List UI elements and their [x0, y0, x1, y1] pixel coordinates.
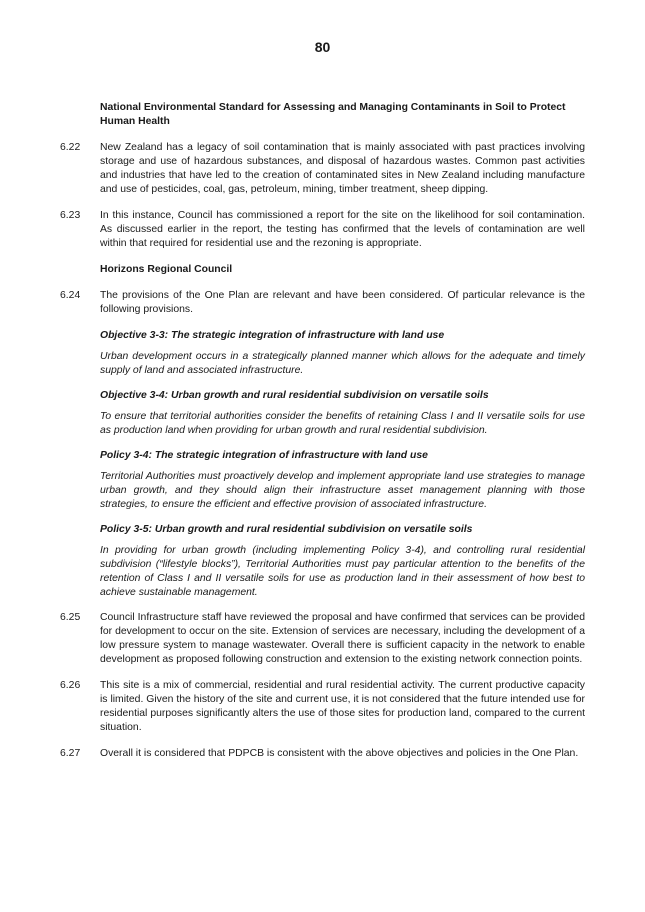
policy-3-4-title: Policy 3-4: The strategic integration of infrastructure with land use — [100, 450, 428, 461]
objective-3-3-text: Urban development occurs in a strategically planned manner which allows for the adequate and timely supply of land and associated infrastructure. — [100, 351, 585, 376]
paragraph-6-24 — [60, 289, 585, 317]
paragraph-number: 6.27 — [60, 748, 81, 759]
policy-3-4-text: Territorial Authorities must proactively develop and implement appropriate land use strategies to manage urban growth, and they should align their infrastructure asset management planning with those strategies, to ensure the efficient and effective provision of associated infrastructure. — [100, 471, 585, 510]
paragraph-text: The provisions of the One Plan are relevant and have been considered. Of particular relevance is the following provisions. — [100, 290, 585, 315]
paragraph-text: Council Infrastructure staff have reviewed the proposal and have confirmed that services can be provided for development to occur on the site. Extension of services are necessary, including the development of a low pressure system to manage wastewater. Overall there is sufficient capacity in the network to enable development as proposed following construction and extension to the existing network connection points. — [100, 612, 585, 665]
paragraph-6-25 — [60, 611, 585, 667]
paragraph-6-23 — [60, 209, 585, 251]
policy-3-5-title: Policy 3-5: Urban growth and rural residential subdivision on versatile soils — [100, 524, 473, 535]
section-heading-nes: National Environmental Standard for Assessing and Managing Contaminants in Soil to Protect Human Health — [100, 102, 566, 127]
paragraph-number: 6.26 — [60, 680, 81, 691]
policy-3-5-text: In providing for urban growth (including implementing Policy 3-4), and controlling rural residential subdivision (“lifestyle blocks”), Territorial Authorities must pay particular attention to the benefits of the retention of Class I and II versatile soils for use as production land in their assessment of how best to achieve sustainable management. — [100, 545, 585, 598]
paragraph-6-22 — [60, 141, 585, 197]
page-number: 80 — [314, 39, 331, 55]
paragraph-number: 6.23 — [60, 210, 81, 221]
paragraph-text: This site is a mix of commercial, residential and rural residential activity. The current productive capacity is limited. Given the history of the site and current use, it is not considered that the future intended use for residential purposes significantly alters the use of those sites for production land, compared to the current situation. — [100, 680, 585, 733]
objective-3-4-text: To ensure that territorial authorities consider the benefits of retaining Class I and II versatile soils for use as production land when providing for urban growth and rural residential subdivision. — [100, 411, 585, 436]
section-heading-horizons: Horizons Regional Council — [100, 264, 233, 275]
paragraph-text: In this instance, Council has commissioned a report for the site on the likelihood for soil contamination. As discussed earlier in the report, the testing has confirmed that the levels of contamination are well within that required for residential use and the rezoning is appropriate. — [100, 210, 585, 249]
paragraph-6-26 — [60, 679, 585, 735]
paragraph-text: New Zealand has a legacy of soil contamination that is mainly associated with past practices involving storage and use of hazardous substances, and disposal of hazardous wastes. Common past activities and industries that have led to the creation of contaminated sites in New Zealand including manufacture and use of pesticides, coal, gas, petroleum, mining, timber treatment, sheep dipping. — [100, 142, 585, 195]
objective-3-3-title: Objective 3-3: The strategic integration of infrastructure with land use — [100, 330, 445, 341]
paragraph-number: 6.22 — [60, 142, 81, 153]
document-body — [60, 101, 585, 773]
paragraph-6-27 — [60, 747, 585, 761]
paragraph-number: 6.24 — [60, 290, 81, 301]
paragraph-number: 6.25 — [60, 612, 81, 623]
paragraph-text: Overall it is considered that PDPCB is consistent with the above objectives and policies in the One Plan. — [100, 748, 579, 759]
objective-3-4-title: Objective 3-4: Urban growth and rural residential subdivision on versatile soils — [100, 390, 489, 401]
